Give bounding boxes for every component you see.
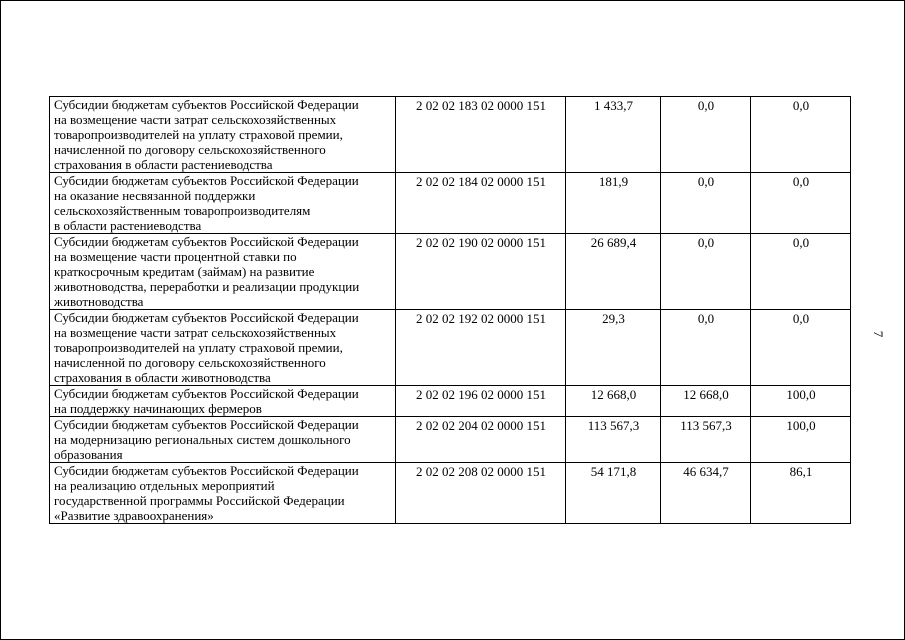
row-name-line: Субсидии бюджетам субъектов Российской Федерации — [54, 463, 359, 478]
table-row — [50, 234, 851, 310]
row-name-line: на возмещение части затрат сельскохозяйственных — [54, 112, 337, 127]
row-name-line: краткосрочным кредитам (займам) на развитие — [54, 264, 315, 279]
row-name-line: Субсидии бюджетам субъектов Российской Федерации — [54, 417, 359, 432]
row-name-line: Субсидии бюджетам субъектов Российской Федерации — [54, 234, 359, 249]
row-name-line: «Развитие здравоохранения» — [54, 508, 214, 523]
row-actual-cell: 113 567,3 — [661, 417, 751, 463]
row-percent-cell: 0,0 — [751, 310, 851, 386]
document-sheet — [49, 96, 850, 524]
row-actual-cell: 12 668,0 — [661, 386, 751, 417]
row-name-cell — [50, 97, 396, 173]
row-plan-cell: 26 689,4 — [566, 234, 661, 310]
row-code-cell: 2 02 02 184 02 0000 151 — [396, 173, 566, 234]
row-percent-cell: 100,0 — [751, 417, 851, 463]
row-name-line: товаропроизводителей на уплату страховой премии, — [54, 127, 343, 142]
row-name-cell — [50, 234, 396, 310]
row-name-line: начисленной по договору сельскохозяйственного — [54, 355, 326, 370]
table-row — [50, 310, 851, 386]
row-name-cell — [50, 386, 396, 417]
row-percent-cell: 86,1 — [751, 463, 851, 524]
row-name-line: на поддержку начинающих фермеров — [54, 401, 262, 416]
row-name-line: на возмещение части процентной ставки по — [54, 249, 297, 264]
row-name-line: начисленной по договору сельскохозяйственного — [54, 142, 326, 157]
row-name-line: животноводства — [54, 294, 144, 309]
row-actual-cell: 0,0 — [661, 173, 751, 234]
row-name-line: страхования в области животноводства — [54, 370, 271, 385]
row-name-line: товаропроизводителей на уплату страховой премии, — [54, 340, 343, 355]
row-percent-cell: 0,0 — [751, 173, 851, 234]
row-actual-cell: 0,0 — [661, 234, 751, 310]
row-code-cell: 2 02 02 183 02 0000 151 — [396, 97, 566, 173]
row-name-line: страхования в области растениеводства — [54, 157, 273, 172]
row-code-cell: 2 02 02 204 02 0000 151 — [396, 417, 566, 463]
row-actual-cell: 0,0 — [661, 97, 751, 173]
row-name-line: образования — [54, 447, 123, 462]
row-name-line: Субсидии бюджетам субъектов Российской Федерации — [54, 97, 359, 112]
row-plan-cell: 181,9 — [566, 173, 661, 234]
row-plan-cell: 54 171,8 — [566, 463, 661, 524]
row-code-cell: 2 02 02 196 02 0000 151 — [396, 386, 566, 417]
page-number: 7 — [871, 330, 886, 338]
row-name-line: на модернизацию региональных систем дошкольного — [54, 432, 351, 447]
row-name-cell — [50, 173, 396, 234]
subsidies-table-body — [50, 97, 851, 524]
row-name-line: Субсидии бюджетам субъектов Российской Федерации — [54, 386, 359, 401]
row-name-line: на оказание несвязанной поддержки — [54, 188, 256, 203]
row-name-line: животноводства, переработки и реализации продукции — [54, 279, 360, 294]
row-plan-cell: 12 668,0 — [566, 386, 661, 417]
row-plan-cell: 113 567,3 — [566, 417, 661, 463]
row-name-line: государственной программы Российской Федерации — [54, 493, 345, 508]
table-row — [50, 417, 851, 463]
row-name-cell — [50, 417, 396, 463]
subsidies-table — [49, 96, 851, 524]
row-name-line: на возмещение части затрат сельскохозяйственных — [54, 325, 337, 340]
row-percent-cell: 0,0 — [751, 97, 851, 173]
row-name-line: Субсидии бюджетам субъектов Российской Федерации — [54, 310, 359, 325]
row-percent-cell: 0,0 — [751, 234, 851, 310]
row-name-line: сельскохозяйственным товаропроизводителям — [54, 203, 311, 218]
row-name-line: на реализацию отдельных мероприятий — [54, 478, 275, 493]
row-actual-cell: 46 634,7 — [661, 463, 751, 524]
row-name-cell — [50, 310, 396, 386]
row-actual-cell: 0,0 — [661, 310, 751, 386]
row-name-cell — [50, 463, 396, 524]
row-code-cell: 2 02 02 192 02 0000 151 — [396, 310, 566, 386]
table-row — [50, 97, 851, 173]
row-plan-cell: 29,3 — [566, 310, 661, 386]
table-row — [50, 386, 851, 417]
row-code-cell: 2 02 02 208 02 0000 151 — [396, 463, 566, 524]
table-row — [50, 463, 851, 524]
row-name-line: Субсидии бюджетам субъектов Российской Федерации — [54, 173, 359, 188]
row-percent-cell: 100,0 — [751, 386, 851, 417]
row-name-line: в области растениеводства — [54, 218, 202, 233]
row-plan-cell: 1 433,7 — [566, 97, 661, 173]
table-row — [50, 173, 851, 234]
row-code-cell: 2 02 02 190 02 0000 151 — [396, 234, 566, 310]
